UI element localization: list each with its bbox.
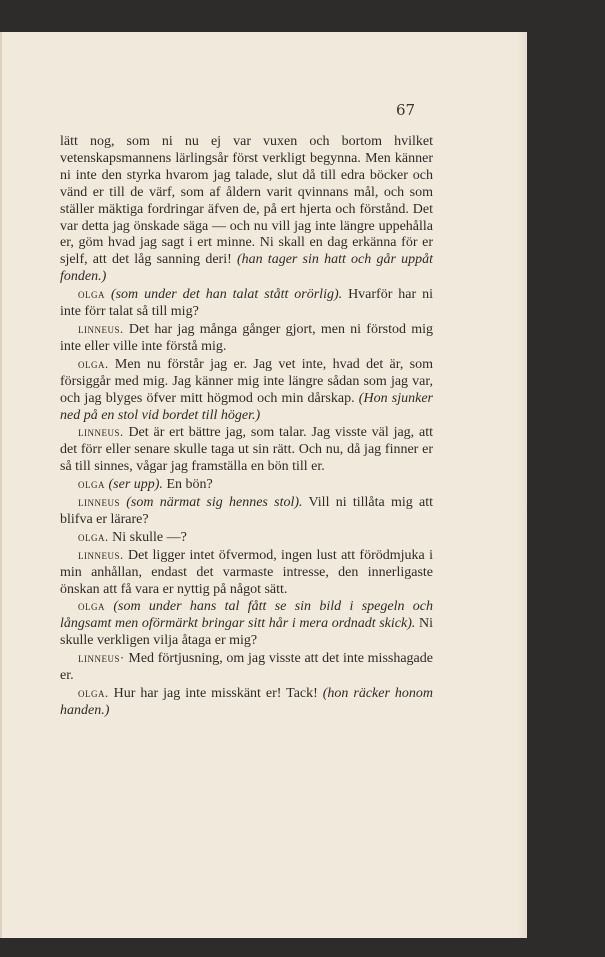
dialogue-text: Ni skulle verkligen vilja åtaga er mig? [60,616,433,649]
paragraph [60,650,433,685]
stage-direction: (som under hans tal fått se sin bild i spegeln och långsamt men oförmärkt bringar sitt hår i mera ordnadt skick). [60,599,433,632]
book-page [0,32,527,938]
stage-direction: (Hon sjunker ned på en stol vid bordet till höger.) [60,390,433,423]
stage-direction: (som under det han talat stått orörlig). [110,287,343,303]
dialogue-text: Hur har jag inte misskänt er! Tack! [108,686,323,701]
dialogue-text: Det har jag många gånger gjort, men ni förstod mig inte eller ville inte förstå mig. [60,321,433,354]
dialogue-text: En bön? [162,477,213,493]
speaker-name: linneus. [78,547,124,562]
dialogue-text: Men nu förstår jag er. Jag vet inte, hvad det är, som försiggår med mig. Jag känner mig inte längre sådan som jag var, och jag blyges öfver mitt högmod och min dårskap. [60,356,433,406]
paragraph [60,494,433,529]
page-number: 67 [396,101,416,119]
paragraph [60,424,433,476]
paragraph [60,134,433,286]
dialogue-text: Det ligger intet öfvermod, ingen lust att förödmjuka i min anhållan, endast det varmaste intresse, den innerligaste önskan att få vara er nyttig på något sätt. [60,547,433,597]
dialogue-text: Hvarför har ni inte förr talat så till mig? [60,287,434,320]
paragraph [60,529,433,547]
stage-direction: (hon räcker honom handen.) [60,686,433,718]
dialogue-text: Ni skulle —? [108,529,187,545]
paragraph [60,286,433,321]
speaker-name: linneus. [78,425,124,440]
paragraph [60,685,433,720]
speaker-name: olga. [78,356,109,371]
speaker-name: olga [78,287,105,302]
paragraph [60,547,433,599]
speaker-name: olga. [78,686,109,700]
paragraph [60,356,433,425]
speaker-name: linneus· [78,651,125,666]
speaker-name: olga [78,599,105,614]
text-block [60,134,433,720]
speaker-name: linneus. [78,321,124,336]
speaker-name: linneus [78,495,120,510]
speaker-name: olga. [78,529,109,544]
dialogue-text: Det är ert bättre jag, som talar. Jag visste väl jag, att det förr eller senare skulle taga ut sin rätt. Och nu, då jag finner er så till sinnes, vågar jag framställa en bön till er. [60,425,433,475]
dialogue-text: lätt nog, som ni nu ej var vuxen och bortom hvilket vetenskapsmannens lärlingsår först verkligt begynna. Men känner ni inte den styrka hvarom jag talade, slut då till edra böcker och vänd er till de värf, som af åldern varit qvinnans mål, och som ställer mäktiga fordringar äfven de, på ert hjerta och förstånd. Det var detta jag önskade säga — och nu vill jag inte längre uppehålla er, göm hvad jag sagt i ert minne. Ni skall en dag erkänna för er sjelf, att det låg sanning deri! [60,134,433,268]
paragraph [60,476,433,494]
stage-direction: (som närmat sig hennes stol). [126,495,303,511]
dialogue-text: Med förtjusning, om jag visste att det inte misshagade er. [60,651,433,684]
paragraph [60,598,433,650]
dialogue-text: Vill ni tillåta mig att blifva er lärare? [60,495,433,527]
speaker-name: olga [78,477,105,492]
paragraph [60,321,433,356]
stage-direction: (han tager sin hatt och går uppåt fonden.) [60,252,433,285]
stage-direction: (ser upp). [108,477,163,493]
